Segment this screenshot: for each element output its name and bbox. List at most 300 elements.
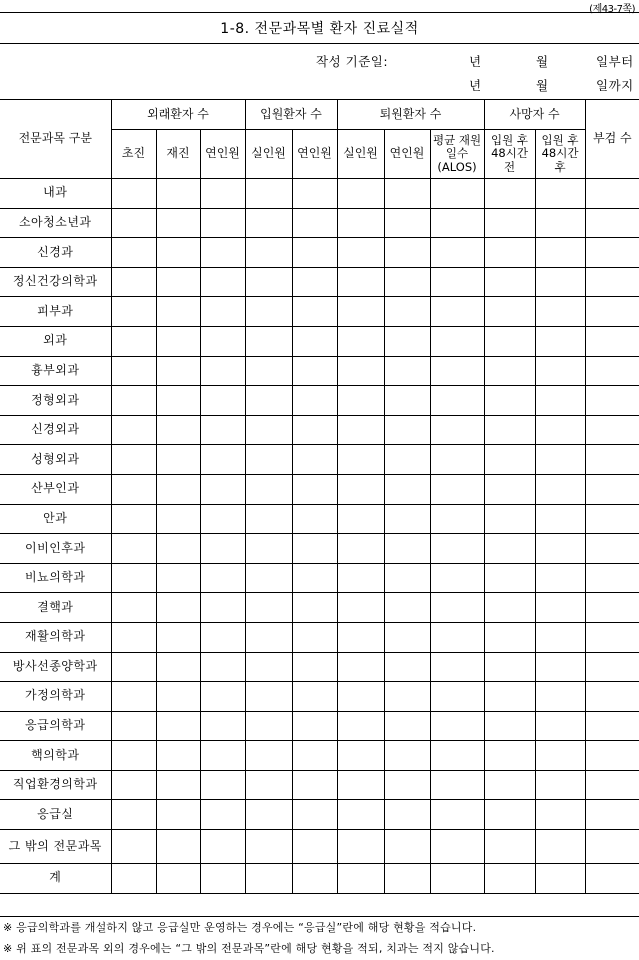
cell-autopsy[interactable] [585, 593, 639, 623]
cell-autopsy[interactable] [585, 622, 639, 652]
cell-initial[interactable] [111, 770, 156, 800]
cell-inpatient-total[interactable] [292, 652, 337, 682]
cell-revisit[interactable] [156, 474, 200, 504]
cell-outpatient-total[interactable] [200, 474, 245, 504]
cell-alos[interactable] [430, 563, 484, 593]
cell-revisit[interactable] [156, 864, 200, 894]
cell-discharge-actual[interactable] [337, 534, 384, 564]
cell-inpatient-total[interactable] [292, 415, 337, 445]
department-name: 핵의학과 [0, 741, 111, 771]
cell-initial[interactable] [111, 208, 156, 238]
cell-outpatient-total[interactable] [200, 563, 245, 593]
cell-discharge-total[interactable] [384, 386, 430, 416]
cell-initial[interactable] [111, 593, 156, 623]
cell-initial[interactable] [111, 682, 156, 712]
cell-death-after-48h[interactable] [535, 800, 585, 830]
cell-initial[interactable] [111, 238, 156, 268]
cell-inpatient-actual[interactable] [245, 830, 292, 864]
cell-inpatient-total[interactable] [292, 267, 337, 297]
cell-inpatient-total[interactable] [292, 622, 337, 652]
cell-discharge-total[interactable] [384, 563, 430, 593]
cell-inpatient-total[interactable] [292, 593, 337, 623]
table-row [0, 267, 639, 297]
cell-inpatient-total[interactable] [292, 386, 337, 416]
cell-discharge-total[interactable] [384, 800, 430, 830]
cell-discharge-actual[interactable] [337, 800, 384, 830]
cell-inpatient-actual[interactable] [245, 297, 292, 327]
cell-death-after-48h[interactable] [535, 238, 585, 268]
cell-discharge-total[interactable] [384, 326, 430, 356]
cell-death-before-48h[interactable] [484, 445, 535, 475]
cell-discharge-actual[interactable] [337, 622, 384, 652]
cell-alos[interactable] [430, 356, 484, 386]
cell-initial[interactable] [111, 534, 156, 564]
cell-alos[interactable] [430, 770, 484, 800]
cell-inpatient-actual[interactable] [245, 593, 292, 623]
cell-outpatient-total[interactable] [200, 267, 245, 297]
cell-autopsy[interactable] [585, 504, 639, 534]
cell-death-before-48h[interactable] [484, 534, 535, 564]
cell-inpatient-actual[interactable] [245, 415, 292, 445]
cell-initial[interactable] [111, 267, 156, 297]
cell-autopsy[interactable] [585, 179, 639, 209]
cell-inpatient-actual[interactable] [245, 534, 292, 564]
cell-revisit[interactable] [156, 297, 200, 327]
cell-discharge-actual[interactable] [337, 208, 384, 238]
cell-inpatient-total[interactable] [292, 445, 337, 475]
form-number: (제43-7쪽) [589, 4, 635, 15]
cell-discharge-total[interactable] [384, 622, 430, 652]
cell-discharge-total[interactable] [384, 741, 430, 771]
cell-alos[interactable] [430, 445, 484, 475]
cell-revisit[interactable] [156, 208, 200, 238]
cell-outpatient-total[interactable] [200, 770, 245, 800]
cell-death-before-48h[interactable] [484, 386, 535, 416]
cell-inpatient-actual[interactable] [245, 356, 292, 386]
cell-discharge-total[interactable] [384, 864, 430, 894]
cell-alos[interactable] [430, 711, 484, 741]
cell-autopsy[interactable] [585, 238, 639, 268]
cell-death-after-48h[interactable] [535, 474, 585, 504]
cell-initial[interactable] [111, 386, 156, 416]
cell-outpatient-total[interactable] [200, 800, 245, 830]
cell-discharge-actual[interactable] [337, 504, 384, 534]
header-inpatient: 입원환자 수 [245, 100, 337, 130]
cell-outpatient-total[interactable] [200, 179, 245, 209]
cell-death-before-48h[interactable] [484, 238, 535, 268]
cell-outpatient-total[interactable] [200, 326, 245, 356]
basis-day-to: 일까지 [596, 78, 634, 93]
cell-death-before-48h[interactable] [484, 741, 535, 771]
cell-inpatient-total[interactable] [292, 830, 337, 864]
cell-discharge-total[interactable] [384, 415, 430, 445]
cell-inpatient-actual[interactable] [245, 267, 292, 297]
cell-alos[interactable] [430, 474, 484, 504]
cell-alos[interactable] [430, 830, 484, 864]
cell-death-after-48h[interactable] [535, 652, 585, 682]
cell-discharge-actual[interactable] [337, 179, 384, 209]
table-row [0, 474, 639, 504]
cell-outpatient-total[interactable] [200, 652, 245, 682]
cell-outpatient-total[interactable] [200, 711, 245, 741]
cell-revisit[interactable] [156, 622, 200, 652]
cell-alos[interactable] [430, 267, 484, 297]
cell-outpatient-total[interactable] [200, 415, 245, 445]
cell-death-after-48h[interactable] [535, 415, 585, 445]
cell-death-before-48h[interactable] [484, 504, 535, 534]
table-row [0, 770, 639, 800]
cell-initial[interactable] [111, 741, 156, 771]
cell-initial[interactable] [111, 326, 156, 356]
cell-death-before-48h[interactable] [484, 682, 535, 712]
cell-revisit[interactable] [156, 267, 200, 297]
cell-death-after-48h[interactable] [535, 864, 585, 894]
table-row [0, 415, 639, 445]
cell-death-after-48h[interactable] [535, 267, 585, 297]
cell-outpatient-total[interactable] [200, 741, 245, 771]
cell-outpatient-total[interactable] [200, 504, 245, 534]
cell-revisit[interactable] [156, 356, 200, 386]
table-row [0, 682, 639, 712]
cell-initial[interactable] [111, 711, 156, 741]
cell-inpatient-actual[interactable] [245, 652, 292, 682]
cell-death-before-48h[interactable] [484, 711, 535, 741]
cell-death-before-48h[interactable] [484, 830, 535, 864]
table-row [0, 238, 639, 268]
header-deaths: 사망자 수 [484, 100, 585, 130]
cell-death-before-48h[interactable] [484, 593, 535, 623]
cell-inpatient-actual[interactable] [245, 622, 292, 652]
cell-alos[interactable] [430, 534, 484, 564]
cell-autopsy[interactable] [585, 864, 639, 894]
cell-inpatient-actual[interactable] [245, 864, 292, 894]
cell-death-before-48h[interactable] [484, 297, 535, 327]
cell-inpatient-total[interactable] [292, 356, 337, 386]
cell-inpatient-actual[interactable] [245, 474, 292, 504]
cell-outpatient-total[interactable] [200, 830, 245, 864]
cell-discharge-actual[interactable] [337, 563, 384, 593]
cell-discharge-total[interactable] [384, 830, 430, 864]
cell-death-after-48h[interactable] [535, 504, 585, 534]
cell-death-after-48h[interactable] [535, 534, 585, 564]
table-row [0, 504, 639, 534]
cell-death-before-48h[interactable] [484, 770, 535, 800]
cell-inpatient-actual[interactable] [245, 208, 292, 238]
cell-autopsy[interactable] [585, 652, 639, 682]
cell-death-after-48h[interactable] [535, 297, 585, 327]
cell-death-after-48h[interactable] [535, 682, 585, 712]
cell-death-before-48h[interactable] [484, 622, 535, 652]
cell-death-before-48h[interactable] [484, 356, 535, 386]
cell-alos[interactable] [430, 800, 484, 830]
cell-death-before-48h[interactable] [484, 864, 535, 894]
cell-initial[interactable] [111, 356, 156, 386]
cell-revisit[interactable] [156, 741, 200, 771]
department-name: 응급실 [0, 800, 111, 830]
cell-outpatient-total[interactable] [200, 386, 245, 416]
cell-discharge-actual[interactable] [337, 267, 384, 297]
cell-revisit[interactable] [156, 830, 200, 864]
cell-death-before-48h[interactable] [484, 415, 535, 445]
cell-inpatient-actual[interactable] [245, 504, 292, 534]
basis-month-from: 월 [536, 54, 549, 69]
cell-death-after-48h[interactable] [535, 208, 585, 238]
cell-discharge-actual[interactable] [337, 238, 384, 268]
cell-inpatient-total[interactable] [292, 864, 337, 894]
cell-alos[interactable] [430, 386, 484, 416]
cell-revisit[interactable] [156, 593, 200, 623]
cell-revisit[interactable] [156, 238, 200, 268]
cell-alos[interactable] [430, 741, 484, 771]
cell-inpatient-actual[interactable] [245, 563, 292, 593]
cell-death-after-48h[interactable] [535, 179, 585, 209]
cell-autopsy[interactable] [585, 356, 639, 386]
cell-discharge-actual[interactable] [337, 593, 384, 623]
cell-revisit[interactable] [156, 711, 200, 741]
cell-discharge-total[interactable] [384, 267, 430, 297]
cell-death-before-48h[interactable] [484, 563, 535, 593]
cell-inpatient-total[interactable] [292, 563, 337, 593]
cell-discharge-actual[interactable] [337, 474, 384, 504]
cell-death-before-48h[interactable] [484, 800, 535, 830]
department-rows [0, 179, 639, 894]
cell-death-before-48h[interactable] [484, 208, 535, 238]
cell-alos[interactable] [430, 326, 484, 356]
subheader-death-before-48h: 입원 후 48시간 전 [484, 130, 535, 179]
cell-revisit[interactable] [156, 563, 200, 593]
department-name: 외과 [0, 326, 111, 356]
cell-inpatient-actual[interactable] [245, 711, 292, 741]
cell-death-before-48h[interactable] [484, 267, 535, 297]
basis-year-from: 년 [469, 54, 482, 69]
cell-death-after-48h[interactable] [535, 741, 585, 771]
cell-revisit[interactable] [156, 415, 200, 445]
cell-inpatient-total[interactable] [292, 474, 337, 504]
cell-autopsy[interactable] [585, 208, 639, 238]
cell-discharge-actual[interactable] [337, 297, 384, 327]
cell-autopsy[interactable] [585, 770, 639, 800]
cell-discharge-actual[interactable] [337, 326, 384, 356]
cell-initial[interactable] [111, 563, 156, 593]
table-row [0, 830, 639, 864]
cell-alos[interactable] [430, 504, 484, 534]
cell-discharge-total[interactable] [384, 297, 430, 327]
department-name: 산부인과 [0, 474, 111, 504]
cell-autopsy[interactable] [585, 800, 639, 830]
cell-death-after-48h[interactable] [535, 830, 585, 864]
cell-initial[interactable] [111, 415, 156, 445]
cell-revisit[interactable] [156, 504, 200, 534]
cell-revisit[interactable] [156, 445, 200, 475]
cell-autopsy[interactable] [585, 711, 639, 741]
cell-discharge-actual[interactable] [337, 445, 384, 475]
cell-discharge-actual[interactable] [337, 386, 384, 416]
cell-outpatient-total[interactable] [200, 622, 245, 652]
cell-discharge-actual[interactable] [337, 652, 384, 682]
cell-autopsy[interactable] [585, 474, 639, 504]
cell-outpatient-total[interactable] [200, 534, 245, 564]
cell-autopsy[interactable] [585, 563, 639, 593]
subheader-initial: 초진 [111, 130, 156, 179]
department-name: 비뇨의학과 [0, 563, 111, 593]
cell-discharge-total[interactable] [384, 474, 430, 504]
cell-outpatient-total[interactable] [200, 864, 245, 894]
cell-inpatient-actual[interactable] [245, 682, 292, 712]
cell-death-before-48h[interactable] [484, 179, 535, 209]
cell-revisit[interactable] [156, 326, 200, 356]
cell-death-before-48h[interactable] [484, 474, 535, 504]
cell-alos[interactable] [430, 208, 484, 238]
cell-discharge-total[interactable] [384, 356, 430, 386]
cell-death-after-48h[interactable] [535, 711, 585, 741]
cell-discharge-actual[interactable] [337, 864, 384, 894]
department-name: 정신건강의학과 [0, 267, 111, 297]
cell-initial[interactable] [111, 864, 156, 894]
cell-autopsy[interactable] [585, 830, 639, 864]
cell-alos[interactable] [430, 622, 484, 652]
cell-discharge-total[interactable] [384, 208, 430, 238]
cell-discharge-total[interactable] [384, 593, 430, 623]
cell-death-before-48h[interactable] [484, 326, 535, 356]
cell-death-after-48h[interactable] [535, 445, 585, 475]
cell-outpatient-total[interactable] [200, 356, 245, 386]
cell-revisit[interactable] [156, 652, 200, 682]
department-name: 신경과 [0, 238, 111, 268]
table-row [0, 711, 639, 741]
cell-outpatient-total[interactable] [200, 208, 245, 238]
cell-initial[interactable] [111, 622, 156, 652]
cell-inpatient-actual[interactable] [245, 386, 292, 416]
cell-outpatient-total[interactable] [200, 445, 245, 475]
cell-outpatient-total[interactable] [200, 238, 245, 268]
cell-autopsy[interactable] [585, 682, 639, 712]
cell-inpatient-total[interactable] [292, 770, 337, 800]
cell-death-after-48h[interactable] [535, 593, 585, 623]
cell-discharge-total[interactable] [384, 770, 430, 800]
subheader-discharge-total: 연인원 [384, 130, 430, 179]
cell-revisit[interactable] [156, 770, 200, 800]
cell-death-after-48h[interactable] [535, 326, 585, 356]
cell-outpatient-total[interactable] [200, 593, 245, 623]
cell-initial[interactable] [111, 800, 156, 830]
cell-initial[interactable] [111, 830, 156, 864]
cell-initial[interactable] [111, 297, 156, 327]
cell-discharge-total[interactable] [384, 179, 430, 209]
cell-discharge-total[interactable] [384, 652, 430, 682]
cell-discharge-actual[interactable] [337, 682, 384, 712]
cell-discharge-actual[interactable] [337, 830, 384, 864]
cell-revisit[interactable] [156, 682, 200, 712]
cell-autopsy[interactable] [585, 267, 639, 297]
cell-death-before-48h[interactable] [484, 652, 535, 682]
cell-discharge-actual[interactable] [337, 741, 384, 771]
table-row [0, 563, 639, 593]
table-row [0, 356, 639, 386]
cell-autopsy[interactable] [585, 297, 639, 327]
cell-death-after-48h[interactable] [535, 770, 585, 800]
cell-autopsy[interactable] [585, 326, 639, 356]
cell-death-after-48h[interactable] [535, 386, 585, 416]
cell-inpatient-total[interactable] [292, 179, 337, 209]
cell-inpatient-actual[interactable] [245, 445, 292, 475]
cell-inpatient-total[interactable] [292, 297, 337, 327]
cell-alos[interactable] [430, 179, 484, 209]
cell-inpatient-total[interactable] [292, 504, 337, 534]
cell-alos[interactable] [430, 682, 484, 712]
cell-inpatient-actual[interactable] [245, 741, 292, 771]
cell-inpatient-actual[interactable] [245, 770, 292, 800]
cell-outpatient-total[interactable] [200, 297, 245, 327]
basis-month-to: 월 [536, 78, 549, 93]
cell-inpatient-actual[interactable] [245, 238, 292, 268]
cell-revisit[interactable] [156, 534, 200, 564]
cell-outpatient-total[interactable] [200, 682, 245, 712]
cell-inpatient-total[interactable] [292, 238, 337, 268]
cell-initial[interactable] [111, 652, 156, 682]
header-department: 전문과목 구분 [0, 100, 111, 179]
cell-inpatient-total[interactable] [292, 208, 337, 238]
cell-inpatient-actual[interactable] [245, 800, 292, 830]
cell-discharge-actual[interactable] [337, 770, 384, 800]
cell-autopsy[interactable] [585, 386, 639, 416]
subheader-death-after-48h: 입원 후 48시간 후 [535, 130, 585, 179]
cell-alos[interactable] [430, 297, 484, 327]
cell-autopsy[interactable] [585, 445, 639, 475]
cell-revisit[interactable] [156, 179, 200, 209]
cell-inpatient-actual[interactable] [245, 326, 292, 356]
cell-revisit[interactable] [156, 386, 200, 416]
cell-death-after-48h[interactable] [535, 622, 585, 652]
cell-discharge-total[interactable] [384, 445, 430, 475]
title-text: 1-8. 전문과목별 환자 진료실적 [220, 21, 419, 37]
cell-death-after-48h[interactable] [535, 563, 585, 593]
basis-date-section [0, 43, 639, 99]
form-title [0, 12, 639, 44]
cell-initial[interactable] [111, 504, 156, 534]
cell-discharge-total[interactable] [384, 682, 430, 712]
cell-inpatient-actual[interactable] [245, 179, 292, 209]
cell-inpatient-total[interactable] [292, 741, 337, 771]
table-row [0, 326, 639, 356]
cell-initial[interactable] [111, 179, 156, 209]
cell-inpatient-total[interactable] [292, 682, 337, 712]
cell-alos[interactable] [430, 593, 484, 623]
cell-alos[interactable] [430, 238, 484, 268]
cell-discharge-total[interactable] [384, 534, 430, 564]
cell-discharge-total[interactable] [384, 711, 430, 741]
cell-discharge-total[interactable] [384, 504, 430, 534]
cell-initial[interactable] [111, 445, 156, 475]
cell-alos[interactable] [430, 864, 484, 894]
cell-death-after-48h[interactable] [535, 356, 585, 386]
cell-autopsy[interactable] [585, 415, 639, 445]
cell-discharge-actual[interactable] [337, 711, 384, 741]
cell-autopsy[interactable] [585, 741, 639, 771]
cell-alos[interactable] [430, 415, 484, 445]
cell-inpatient-total[interactable] [292, 534, 337, 564]
cell-inpatient-total[interactable] [292, 326, 337, 356]
cell-autopsy[interactable] [585, 534, 639, 564]
cell-discharge-total[interactable] [384, 238, 430, 268]
cell-initial[interactable] [111, 474, 156, 504]
cell-inpatient-total[interactable] [292, 711, 337, 741]
table-row [0, 652, 639, 682]
cell-discharge-actual[interactable] [337, 415, 384, 445]
cell-discharge-actual[interactable] [337, 356, 384, 386]
cell-inpatient-total[interactable] [292, 800, 337, 830]
cell-alos[interactable] [430, 652, 484, 682]
cell-revisit[interactable] [156, 800, 200, 830]
